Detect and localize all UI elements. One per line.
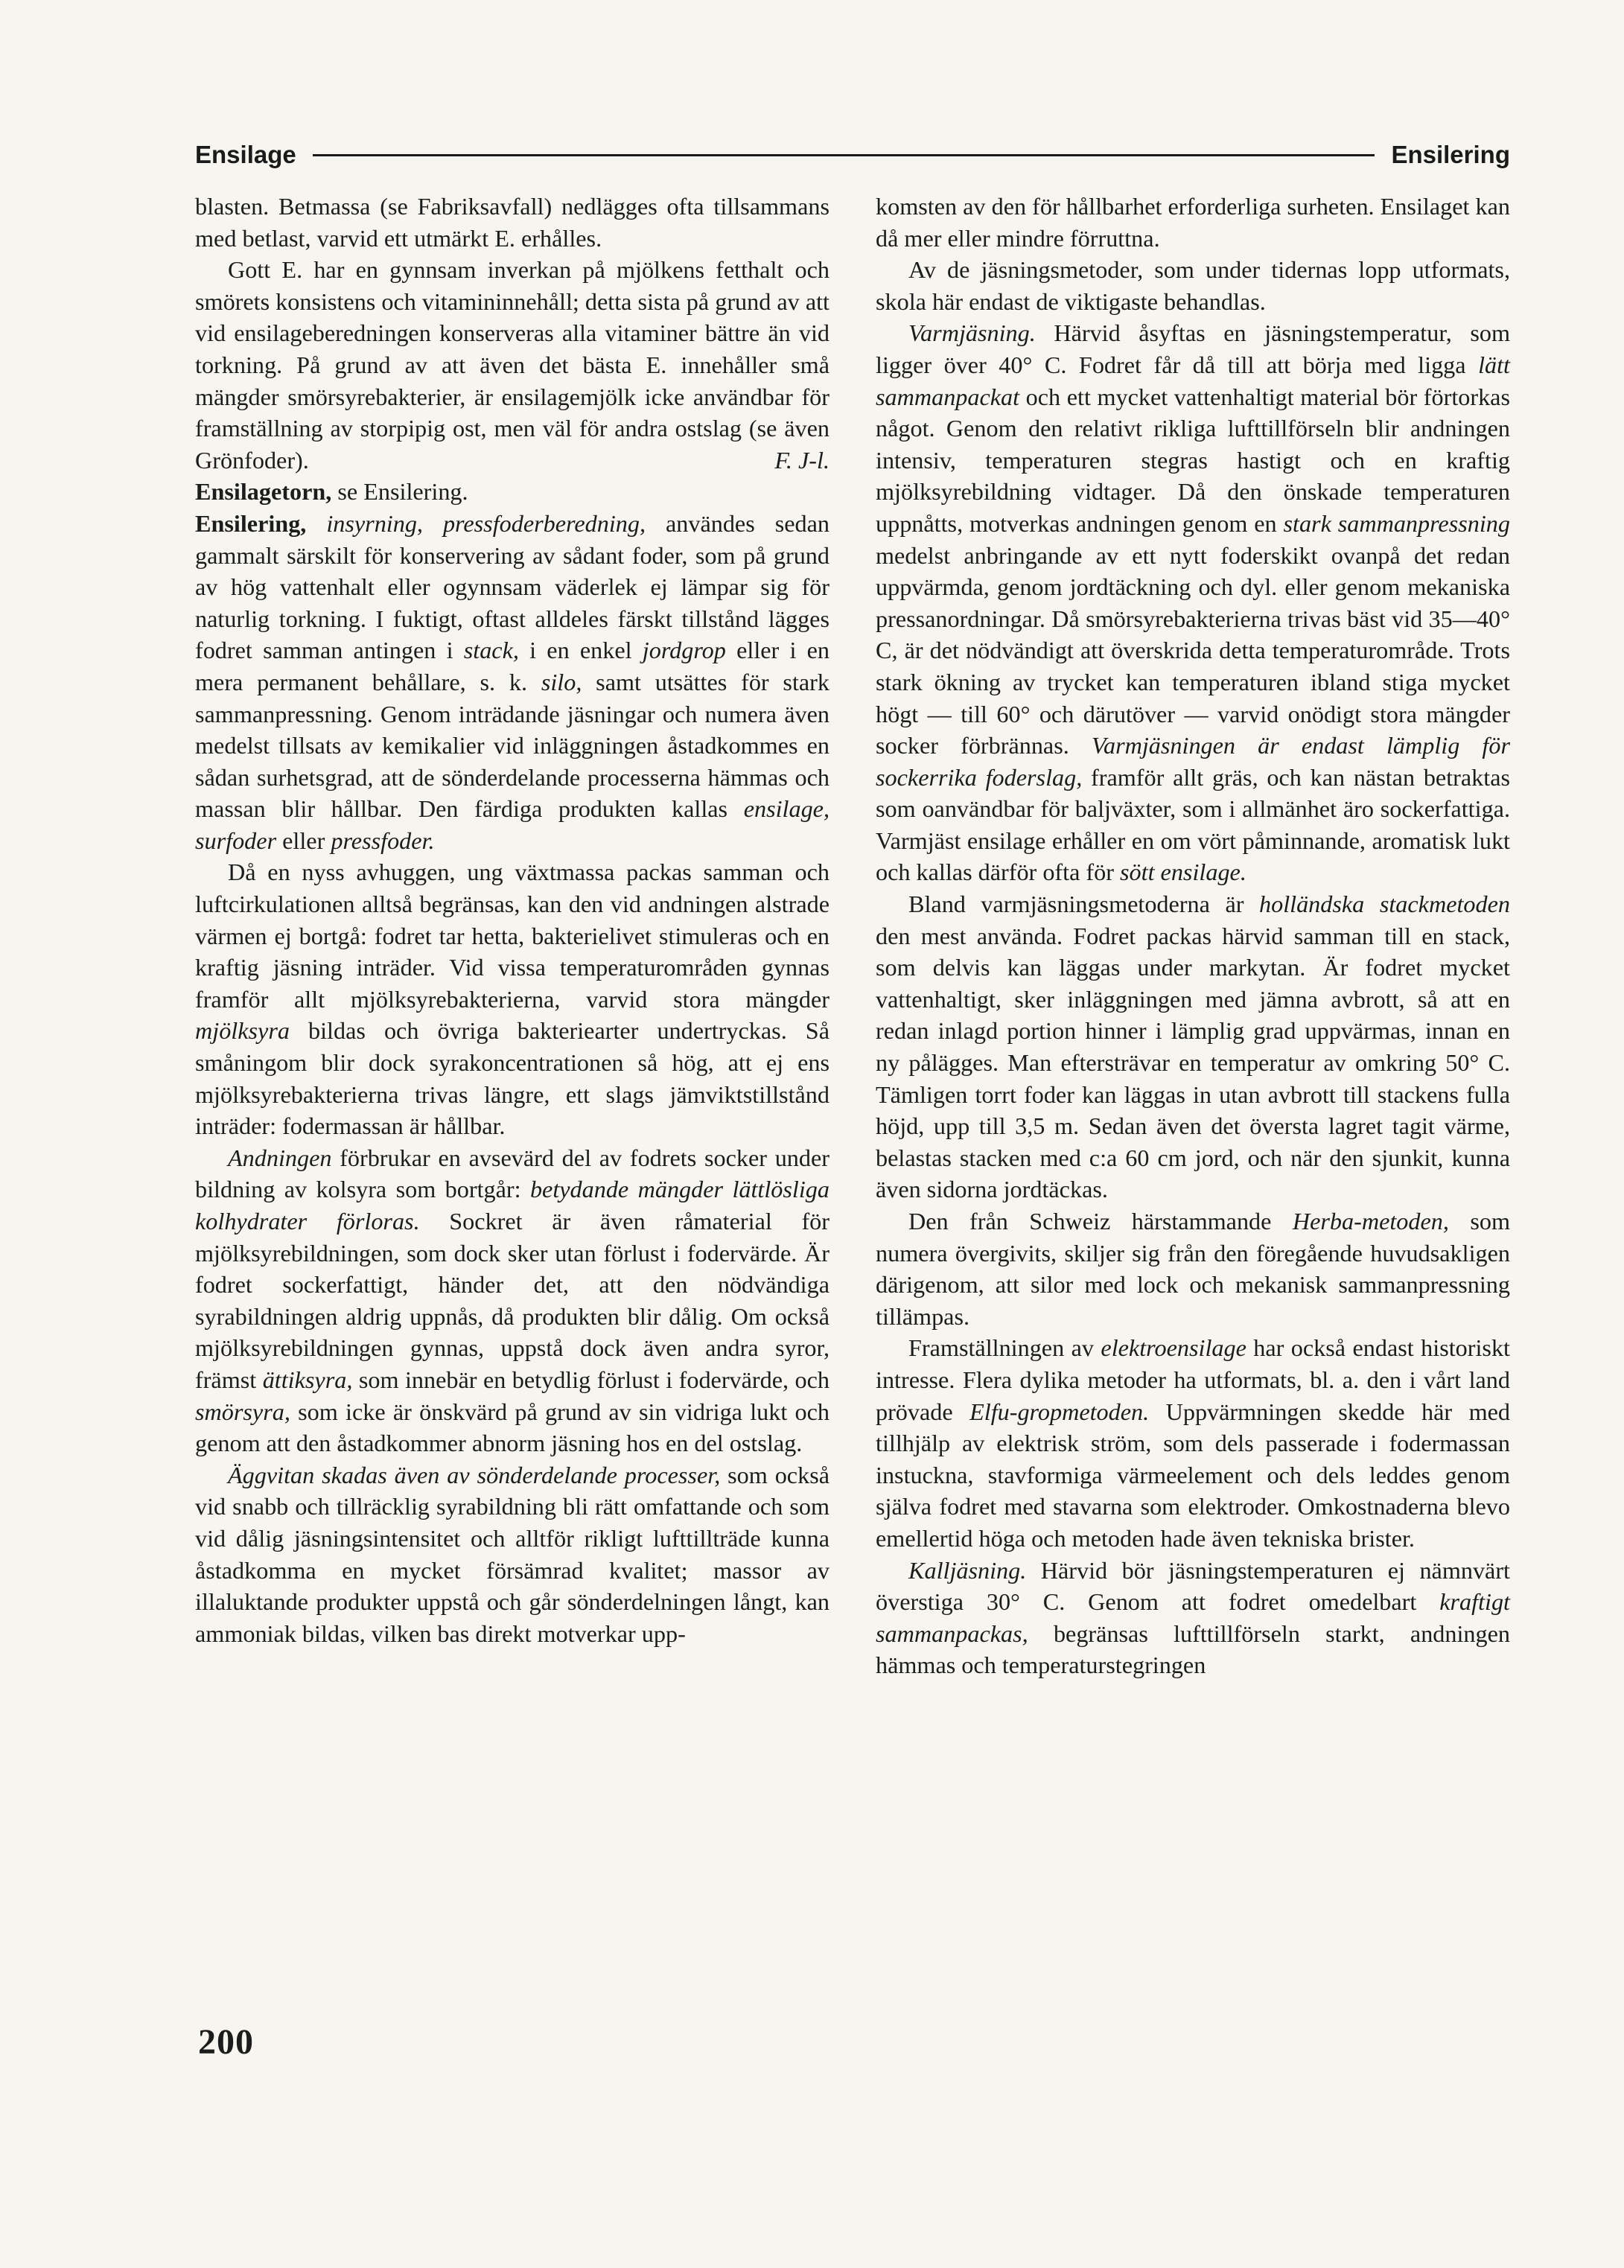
page-number: 200 (198, 2022, 254, 2062)
left-column (195, 191, 829, 1649)
right-column-paragraph: Av de jäsningsmetoder, som under tidernas lopp utformats, skola här endast de viktigaste behandlas. (876, 256, 1510, 315)
running-header (195, 133, 1510, 177)
left-column-paragraph: Då en nyss avhuggen, ung växtmassa packas samman och luftcirkulationen alltså begränsas, kan den vid andningen alstrade värmen ej bortgå: fodret tar hetta, bakterielivet stimuleras och en kraftig jäsning inträder. Vid vissa temperaturområden gynnas framför allt mjölksyrebakterierna, varvid stora mängder mjölksyra bildas och övriga bakteriearter undertryckas. Så småningom blir dock syrakoncentrationen så hög, att ej ens mjölksyrebakterierna trivas längre, ett slags jämviktstillstånd inträder: fodermassan är hållbar. (195, 859, 829, 1140)
header-right-title: Ensilering (1391, 141, 1510, 168)
header-left-title: Ensilage (195, 141, 296, 168)
left-column-paragraph: Äggvitan skadas även av sönderdelande processer, som också vid snabb och tillräcklig syrabildning bli rätt omfattande och som vid dålig jäsningsintensitet och alltför rikligt lufttillträde kunna åstadkomma en mycket försämrad kvalitet; massor av illaluktande produkter uppstå och går sönderdelningen långt, kan ammoniak bildas, vilken bas direkt motverkar upp- (195, 1461, 830, 1647)
right-column (876, 191, 1510, 1681)
left-column-paragraph: Gott E. har en gynnsam inverkan på mjölkens fetthalt och smörets konsistens och vitamininnehåll; detta sista på grund av att vid ensilageberedningen konserveras alla vitaminer bättre än vid torkning. På grund av att även det bästa E. innehåller små mängder smörsyrebakterier, är ensilagemjölk icke användbar för framställning av storpipig ost, men väl för andra ostslag (se även Grönfoder). F. J-l. (195, 256, 829, 474)
left-column-paragraph: blasten. Betmassa (se Fabriksavfall) nedlägges ofta tillsammans med betlast, varvid ett utmärkt E. erhålles. (195, 193, 829, 252)
right-column-paragraph: Bland varmjäsningsmetoderna är holländska stackmetoden den mest använda. Fodret packas härvid samman till en stack, som delvis kan läggas under markytan. Är fodret mycket vattenhaltigt, sker inläggningen med jämna avbrott, så att en redan inlagd portion hinner i lämplig grad uppvärmas, innan en ny pålägges. Man eftersträvar en temperatur av omkring 50° C. Tämligen torrt foder kan läggas in utan avbrott till stackens fulla höjd, upp till 3,5 m. Sedan även det översta lagret tagit värme, belastas stacken med c:a 60 cm jord, och när den sjunkit, kunna även sidorna jordtäckas. (876, 891, 1510, 1203)
right-column-paragraph: Kalljäsning. Härvid bör jäsningstemperaturen ej nämnvärt överstiga 30° C. Genom att fodret omedelbart kraftigt sammanpackas, begränsas lufttillförseln starkt, andningen hämmas och temperaturstegringen (876, 1556, 1510, 1679)
right-column-paragraph: Den från Schweiz härstammande Herba-metoden, som numera övergivits, skiljer sig från den föregående huvudsakligen därigenom, att silor med lock och mekanisk sammanpressning tillämpas. (876, 1208, 1510, 1330)
header-rule (313, 154, 1375, 156)
left-column-paragraph: Ensilering, insyrning, pressfoderberedning, användes sedan gammalt särskilt för konservering av sådant foder, som på grund av hög vattenhalt eller ogynnsam väderlek ej lämpar sig för naturlig torkning. I fuktigt, oftast alldeles färskt tillstånd lägges fodret samman antingen i stack, i en enkel jordgrop eller i en mera permanent behållare, s. k. silo, samt utsättes för stark sammanpressning. Genom inträdande jäsningar och numera även medelst tillsats av kemikalier vid inläggningen åstadkommes en sådan surhetsgrad, att de sönderdelande processerna hämmas och massan blir hållbar. Den färdiga produkten kallas ensilage, surfoder eller pressfoder. (195, 509, 830, 854)
right-column-paragraph: Varmjäsning. Härvid åsyftas en jäsningstemperatur, som ligger över 40° C. Fodret får då till att börja med ligga lätt sammanpackat och ett mycket vattenhaltigt material bör förtorkas något. Genom den relativt rikliga lufttillförseln blir andningen intensiv, temperaturen stegras hastigt och en kraftig mjölksyrebildning vidtager. Då den önskade temperaturen uppnåtts, motverkas andningen genom en stark sammanpressning medelst anbringande av ett nytt foderskikt ovanpå det redan uppvärmda, genom jordtäckning och dyl. eller genom mekaniska pressanordningar. Då smörsyrebakterierna trivas bäst vid 35—40° C, är det nödvändigt att överskrida detta temperaturområde. Trots stark ökning av trycket kan temperaturen ibland stiga mycket högt — till 60° och därutöver — varvid onödigt stora mängder socker förbrännas. Varmjäsningen är endast lämplig för sockerrika foderslag, framför allt gräs, och kan nästan betraktas som oanvändbar för baljväxter, som i allmänhet äro sockerfattiga. Varmjäst ensilage erhåller en om vört påminnande, aromatisk lukt och kallas därför ofta för sött ensilage. (876, 319, 1511, 886)
left-column-paragraph: Andningen förbrukar en avsevärd del av fodrets socker under bildning av kolsyra som bortgår: betydande mängder lättlösliga kolhydrater förloras. Sockret är även råmaterial för mjölksyrebildningen, som dock sker utan förlust i fodervärde. Är fodret sockerfattigt, händer det, att den nödvändiga syrabildningen aldrig uppnås, då produkten blir dålig. Om också mjölksyrebildningen gynnas, uppstå dock även andra syror, främst ättiksyra, som innebär en betydlig förlust i fodervärde, och smörsyra, som icke är önskvärd på grund av sin vidriga lukt och genom att den åstadkommer abnorm jäsning hos en del ostslag. (195, 1144, 830, 1457)
left-column-paragraph: Ensilagetorn, se Ensilering. (195, 478, 468, 506)
right-column-paragraph: Framställningen av elektroensilage har också endast historiskt intresse. Flera dylika metoder ha utformats, bl. a. den i vårt land prövade Elfu-gropmetoden. Uppvärmningen skedde här med tillhjälp av elektrisk ström, som dels passerade i fodermassan instuckna, stavformiga värmeelement och dels leddes genom själva fodret med stavarna som elektroder. Omkostnaderna blevo emellertid höga och metoden hade även tekniska brister. (876, 1334, 1510, 1552)
right-column-paragraph: komsten av den för hållbarhet erforderliga surheten. Ensilaget kan då mer eller mindre förruttna. (876, 193, 1510, 252)
